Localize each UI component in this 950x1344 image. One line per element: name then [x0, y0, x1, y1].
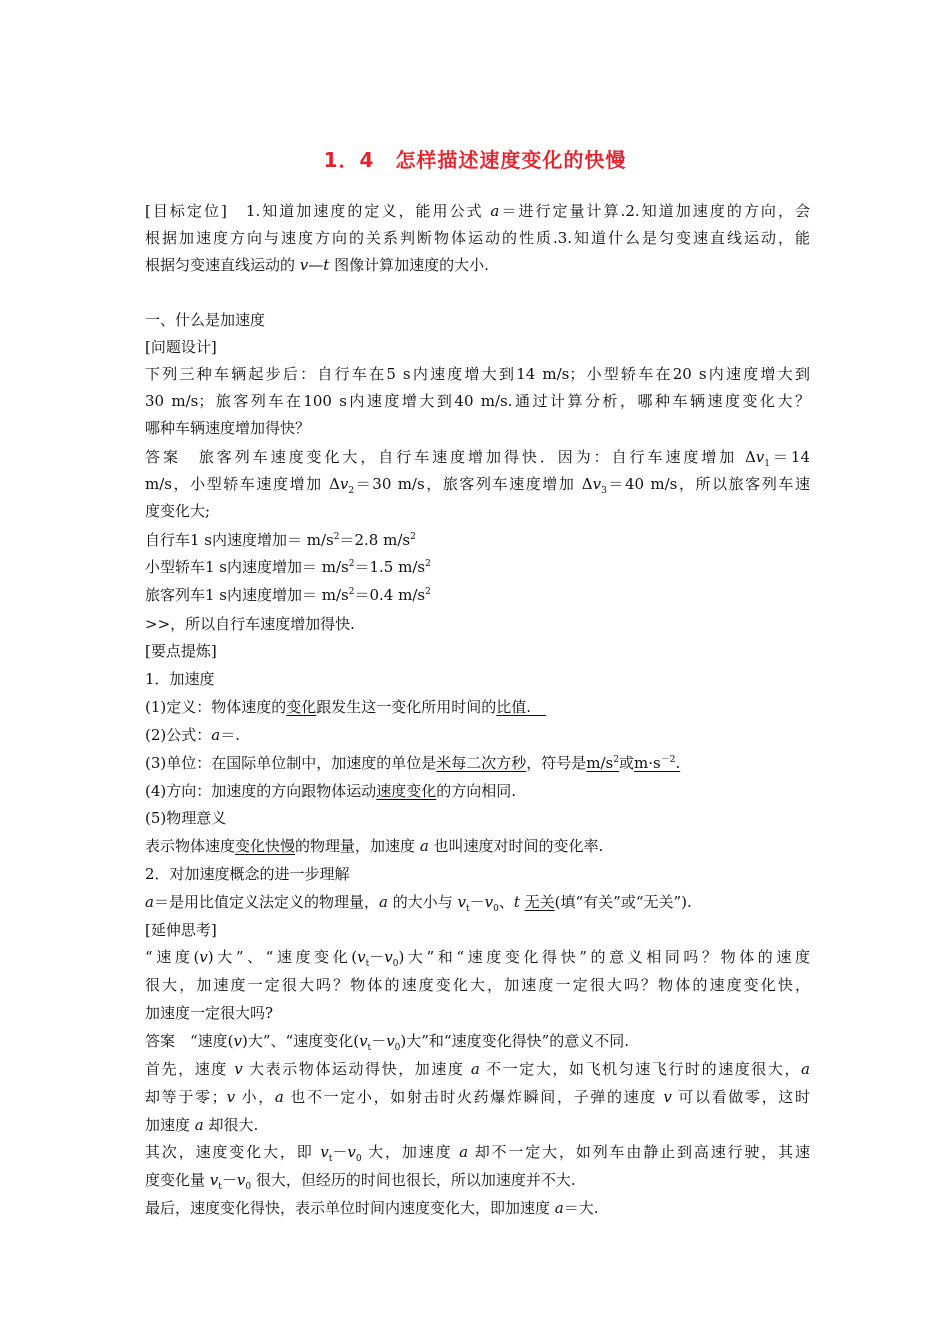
- subscript: 0: [245, 1182, 252, 1192]
- text: m/s，小型轿车速度增加 Δ: [145, 475, 340, 493]
- text: (2)公式：: [145, 726, 212, 744]
- goals-line-3: [145, 255, 810, 275]
- extension-line-2: 很大，加速度一定很大吗？物体的速度变化大，加速度一定很大吗？物体的速度变化快，: [145, 976, 810, 994]
- text: )大”和“速度变化得快”的意义不同.: [400, 1032, 630, 1050]
- superscript: 2: [425, 559, 431, 569]
- text: )大”、“速度变化(: [207, 948, 358, 966]
- text: 答案 “速度(: [145, 1032, 234, 1050]
- section-heading: 一、什么是加速度: [145, 311, 266, 329]
- text: 大表示物体运动得快，加速度: [242, 1060, 471, 1078]
- text: －: [369, 948, 385, 966]
- text: 的物理量，加速度: [295, 837, 420, 855]
- text: 其次，速度变化大，即: [145, 1143, 321, 1161]
- text: －: [332, 1143, 348, 1161]
- var-v: v: [384, 948, 393, 966]
- text: 可以看做零，这时: [671, 1088, 810, 1106]
- answer-car: [145, 557, 810, 577]
- text: “速度(: [145, 948, 200, 966]
- question-line-1: 下列三种车辆起步后：自行车在5 s内速度增大到14 m/s；小型轿车在20 s内速度增大到: [145, 365, 810, 383]
- text: 小，: [235, 1088, 275, 1106]
- var-v: v: [484, 893, 494, 911]
- text: .: [675, 754, 681, 772]
- text: ＝.: [220, 726, 240, 744]
- text: ＝2.8 m/s: [339, 531, 411, 549]
- var-v: v: [199, 948, 208, 966]
- definition-line: [145, 697, 810, 717]
- blank-answer: 变化快慢: [235, 837, 296, 855]
- blank-answer: 比值.: [496, 698, 547, 716]
- text: ＝大.: [563, 1199, 599, 1217]
- var-t: t: [323, 256, 330, 274]
- var-a: a: [419, 837, 429, 855]
- blank-answer: [586, 754, 619, 772]
- text: 的方向相同.: [436, 782, 517, 800]
- text: 加速度: [145, 1116, 195, 1134]
- var-v: v: [386, 1032, 395, 1050]
- text: (4)方向：加速度的方向跟物体运动: [145, 782, 377, 800]
- answer-line-3: 度变化大;: [145, 502, 211, 520]
- var-v: v: [339, 475, 349, 493]
- text: 跟发生这一变化所用时间的: [316, 698, 497, 716]
- answer2-first-1: [145, 1059, 810, 1079]
- subscript: t: [218, 1182, 222, 1192]
- answer-line-2: [145, 474, 810, 494]
- subscript: 0: [493, 904, 499, 914]
- answer-bike: [145, 530, 810, 550]
- superscript: 2: [348, 559, 355, 569]
- answer2-second-1: [145, 1142, 810, 1162]
- text: 最后，速度变化得快，表示单位时间内速度变化大，即加速度: [145, 1199, 555, 1217]
- text: －: [371, 1032, 387, 1050]
- page-title: 1．4 怎样描述速度变化的快慢: [323, 148, 627, 172]
- text: )大”、“速度变化(: [242, 1032, 360, 1050]
- text: 度变化量: [145, 1171, 210, 1189]
- goals-line-1: [145, 201, 810, 221]
- answer2-last: [145, 1198, 810, 1218]
- answer2-line-1: [145, 1031, 810, 1051]
- var-a: a: [378, 893, 388, 911]
- goals-line-2: 根据加速度方向与速度方向的关系判断物体运动的性质.3.知道什么是匀变速直线运动，能: [145, 229, 810, 247]
- var-v: v: [592, 475, 602, 493]
- blank-answer: 无关: [524, 893, 555, 911]
- var-t: t: [513, 893, 520, 911]
- answer2-second-2: [145, 1170, 810, 1190]
- text: 自行车1 s内速度增加＝ m/s: [145, 531, 334, 549]
- text: ＝进行定量计算.2.知道加速度的方向，会: [499, 202, 810, 220]
- direction-line: [145, 781, 810, 801]
- meaning-title: (5)物理意义: [145, 809, 227, 827]
- superscript: 2: [425, 587, 431, 597]
- var-v: v: [457, 893, 466, 911]
- key-point-2-line: [145, 892, 810, 912]
- var-v: v: [236, 1171, 246, 1189]
- var-a: a: [470, 1060, 480, 1078]
- unit-line: [145, 753, 810, 773]
- superscript: 2: [333, 532, 340, 542]
- blank-answer: [634, 754, 680, 772]
- blank-answer: 变化: [286, 698, 317, 716]
- text: m·s: [634, 754, 661, 772]
- text: m/s: [586, 754, 614, 772]
- text: 、: [498, 893, 514, 911]
- var-a: a: [194, 1116, 204, 1134]
- subscript: 0: [392, 959, 399, 969]
- var-v: v: [359, 1032, 368, 1050]
- var-v: v: [663, 1088, 672, 1106]
- question-line-3: 哪种车辆速度增加得快？: [145, 419, 311, 437]
- var-a: a: [211, 726, 221, 744]
- var-v: v: [226, 1088, 236, 1106]
- text: －: [469, 893, 485, 911]
- question-line-2: 30 m/s；旅客列车在100 s内速度增大到40 m/s.通过计算分析，哪种车辆速度变化大？: [145, 392, 810, 410]
- subscript: 2: [348, 486, 355, 496]
- text: 首先，速度: [145, 1060, 235, 1078]
- key-point-1: 1．加速度: [145, 670, 215, 688]
- subscript: t: [367, 1043, 372, 1053]
- var-a: a: [459, 1143, 469, 1161]
- text: 根据匀变速直线运动的: [145, 256, 300, 274]
- subscript: t: [328, 1154, 333, 1164]
- text: 表示物体速度: [145, 837, 236, 855]
- text: 或: [619, 754, 635, 772]
- superscript: 2: [348, 587, 355, 597]
- answer-conclusion: >>，所以自行车速度增加得快.: [145, 615, 355, 633]
- subscript: t: [465, 904, 470, 914]
- text: 大，加速度: [361, 1143, 460, 1161]
- text: ＝40 m/s，所以旅客列车速: [606, 475, 810, 493]
- var-v: v: [320, 1143, 329, 1161]
- var-v: v: [755, 448, 765, 466]
- var-v: v: [234, 1060, 243, 1078]
- text: ，符号是: [526, 754, 587, 772]
- superscript: －2: [660, 755, 676, 765]
- text: )大”和“速度变化得快”的意义相同吗？物体的速度: [398, 948, 810, 966]
- text: ＝1.5 m/s: [354, 558, 426, 576]
- var-a: a: [490, 202, 500, 220]
- var-a: a: [554, 1199, 564, 1217]
- subscript: 0: [355, 1154, 362, 1164]
- answer-line-1: [145, 447, 810, 467]
- var-a: a: [801, 1060, 810, 1078]
- blank-answer: 米每二次方秒: [436, 754, 527, 772]
- text: ＝0.4 m/s: [354, 586, 426, 604]
- text: 旅客列车1 s内速度增加＝ m/s: [145, 586, 349, 604]
- text: 的大小与: [387, 893, 458, 911]
- text: 也不一定小，如射击时火药爆炸瞬间，子弹的速度: [283, 1088, 664, 1106]
- answer2-first-2: [145, 1087, 810, 1107]
- text: (填“有关”或“无关”).: [554, 893, 692, 911]
- text: 却不一定大，如列车由静止到高速行驶，其速: [468, 1143, 810, 1161]
- text: (3)单位：在国际单位制中，加速度的单位是: [145, 754, 437, 772]
- text: 答案 旅客列车速度变化大，自行车速度增加得快．因为：自行车速度增加 Δ: [145, 448, 756, 466]
- design-tag: [问题设计]: [145, 338, 217, 356]
- extension-tag: [延伸思考]: [145, 921, 217, 939]
- var-v: v: [233, 1032, 243, 1050]
- key-point-2: 2．对加速度概念的进一步理解: [145, 865, 350, 883]
- var-a: a: [145, 893, 154, 911]
- var-v: v: [347, 1143, 356, 1161]
- text: －: [221, 1171, 237, 1189]
- subscript: 1: [764, 459, 771, 469]
- text: 不一定大，如飞机匀速飞行时的速度很大，: [479, 1060, 802, 1078]
- var-v: v: [299, 256, 309, 274]
- text: 却等于零；: [145, 1088, 227, 1106]
- text: 图像计算加速度的大小.: [329, 256, 489, 274]
- text: ＝30 m/s，旅客列车速度增加 Δ: [354, 475, 593, 493]
- extension-line-3: 加速度一定很大吗?: [145, 1004, 274, 1022]
- answer-train: [145, 585, 810, 605]
- answer2-first-3: [145, 1115, 810, 1135]
- text: ＝14: [770, 448, 810, 466]
- text: —: [308, 256, 324, 274]
- subscript: 3: [601, 486, 607, 496]
- text: 也叫速度对时间的变化率.: [428, 837, 604, 855]
- var-v: v: [357, 948, 366, 966]
- text: 小型轿车1 s内速度增加＝ m/s: [145, 558, 349, 576]
- superscript: 2: [410, 532, 416, 542]
- subscript: 0: [394, 1043, 401, 1053]
- text: 很大，但经历的时间也很长，所以加速度并不大.: [251, 1171, 576, 1189]
- text: ＝是用比值定义法定义的物理量，: [153, 893, 379, 911]
- text: [目标定位] 1.知道加速度的定义，能用公式: [145, 202, 491, 220]
- text: 却很大.: [203, 1116, 259, 1134]
- formula-line: [145, 725, 810, 745]
- extension-line-1: [145, 947, 810, 967]
- meaning-line: [145, 836, 810, 856]
- key-tag: [要点提炼]: [145, 642, 217, 660]
- var-v: v: [209, 1171, 219, 1189]
- subscript: t: [365, 959, 370, 969]
- blank-answer: 速度变化: [376, 782, 437, 800]
- superscript: 2: [613, 755, 619, 765]
- text: (1)定义：物体速度的: [145, 698, 287, 716]
- var-a: a: [274, 1088, 284, 1106]
